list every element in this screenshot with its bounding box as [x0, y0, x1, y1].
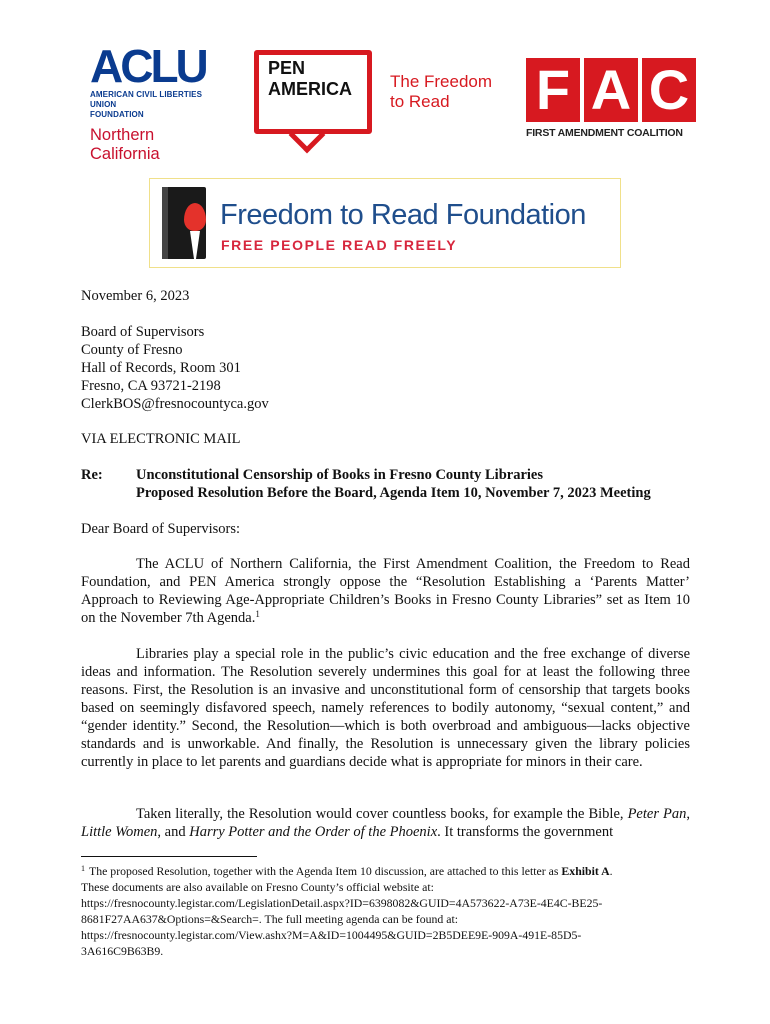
subject-line	[81, 466, 690, 502]
footnote-text: .	[609, 864, 613, 878]
subject-text	[136, 466, 651, 502]
pen-america-logo	[254, 50, 376, 148]
paragraph-3-text: Taken literally, the Resolution would cover countless books, for example the Bible,	[136, 806, 628, 822]
footnote-1	[81, 863, 690, 959]
fac-letter-c: C	[642, 58, 696, 122]
book-title: Peter Pan	[627, 806, 687, 822]
book-title: Harry Potter and the Order of the Phoenix	[189, 824, 438, 840]
paragraph-2-text: Libraries play a special role in the public’s civic education and the free exchange of diverse ideas and information. The Resolution severely undermines this goal for at least the following three reasons. First, the Resolution is an invasive and unconstitutional form of censorship that targets books based on seemingly disfavored speech, namely references to bodily autonomy, “sexual content,” and “gender identity.” Second, the Resolution—which is both overbroad and ambiguous—lacks objective standards and is unworkable. And finally, the Resolution is unnecessary given the library policies currently in place to let parents and guardians decide what is appropriate for minors in their care.	[81, 646, 690, 770]
paragraph-3-text: . It transforms the government	[437, 824, 614, 840]
footnote-divider	[81, 856, 257, 857]
pen-america-wordmark	[268, 58, 352, 100]
aclu-wordmark: ACLU	[90, 40, 206, 92]
paragraph-1-text: The ACLU of Northern California, the First Amendment Coalition, the Freedom to Read Foundation, and PEN America strongly oppose the “Resolution Establishing a ‘Parents Matter’ Approach to Reviewing Age-Appropriate Children’s Books in Fresno County Libraries” set as Item 10 on the November 7th Agenda.	[81, 556, 690, 626]
ftrf-name: Freedom to Read Foundation	[220, 199, 586, 231]
aclu-region-2: California	[90, 145, 160, 163]
fac-subtitle: FIRST AMENDMENT COALITION	[526, 127, 683, 139]
salutation: Dear Board of Supervisors:	[81, 521, 241, 537]
pen-tag-line-2: to Read	[390, 92, 450, 111]
footnote-mark: 1	[81, 864, 85, 873]
address-line: Hall of Records, Room 301	[81, 360, 241, 376]
torch-icon	[190, 231, 200, 259]
book-spine	[162, 187, 168, 259]
letter-date: November 6, 2023	[81, 288, 190, 304]
pen-line-1: PEN	[268, 58, 306, 78]
address-line: Board of Supervisors	[81, 324, 205, 340]
fac-logo	[526, 58, 698, 140]
torch-flame-icon	[184, 203, 206, 231]
footnote-url: 3A616C9B63B9.	[81, 944, 164, 958]
pen-america-tagline	[390, 72, 492, 112]
delivery-method: VIA ELECTRONIC MAIL	[81, 431, 241, 447]
footnote-url: https://fresnocounty.legistar.com/View.ashx?M=A&ID=1004495&GUID=2B5DEE9E-909A-491E-85D5-	[81, 928, 582, 942]
aclu-subtitle-1: AMERICAN CIVIL LIBERTIES UNION	[90, 90, 203, 109]
address-line: Fresno, CA 93721-2198	[81, 378, 221, 394]
subject-line-2: Proposed Resolution Before the Board, Agenda Item 10, November 7, 2023 Meeting	[136, 485, 651, 501]
fac-letter-a: A	[584, 58, 638, 122]
paragraph-3-text: , and	[157, 824, 190, 840]
fac-letters	[526, 58, 698, 122]
pen-line-2: AMERICA	[268, 79, 352, 99]
recipient-address	[81, 323, 690, 413]
aclu-region-1: Northern	[90, 126, 155, 144]
footnote-text: The proposed Resolution, together with the Agenda Item 10 discussion, are attached to this letter as	[89, 864, 562, 878]
paragraph-3-text: ,	[686, 806, 690, 822]
book-title: Little Women	[81, 824, 158, 840]
pen-tag-line-1: The Freedom	[390, 72, 493, 91]
subject-line-1: Unconstitutional Censorship of Books in Fresno County Libraries	[136, 467, 543, 483]
fac-letter-f: F	[526, 58, 580, 122]
footnote-line: These documents are also available on Fresno County’s official website at:	[81, 880, 434, 894]
book-icon	[162, 187, 206, 259]
ftrf-tagline: FREE PEOPLE READ FREELY	[221, 237, 458, 253]
paragraph-2	[81, 645, 690, 771]
exhibit-label: Exhibit A	[561, 864, 610, 878]
paragraph-1	[81, 555, 690, 627]
address-email: ClerkBOS@fresnocountyca.gov	[81, 396, 269, 412]
footnote-url: 8681F27AA637&Options=&Search=. The full meeting agenda can be found at:	[81, 912, 459, 926]
footnote-reference: 1	[255, 609, 260, 619]
aclu-logo	[90, 40, 220, 164]
paragraph-3	[81, 805, 690, 841]
freedom-to-read-foundation-logo	[149, 178, 621, 268]
aclu-subtitle-2: FOUNDATION	[90, 110, 144, 119]
footnote-line	[81, 863, 690, 879]
footnote-url: https://fresnocounty.legistar.com/LegislationDetail.aspx?ID=6398082&GUID=4A573622-A73E-4E4C-BE25-	[81, 896, 603, 910]
address-line: County of Fresno	[81, 342, 183, 358]
subject-label: Re:	[81, 467, 103, 483]
